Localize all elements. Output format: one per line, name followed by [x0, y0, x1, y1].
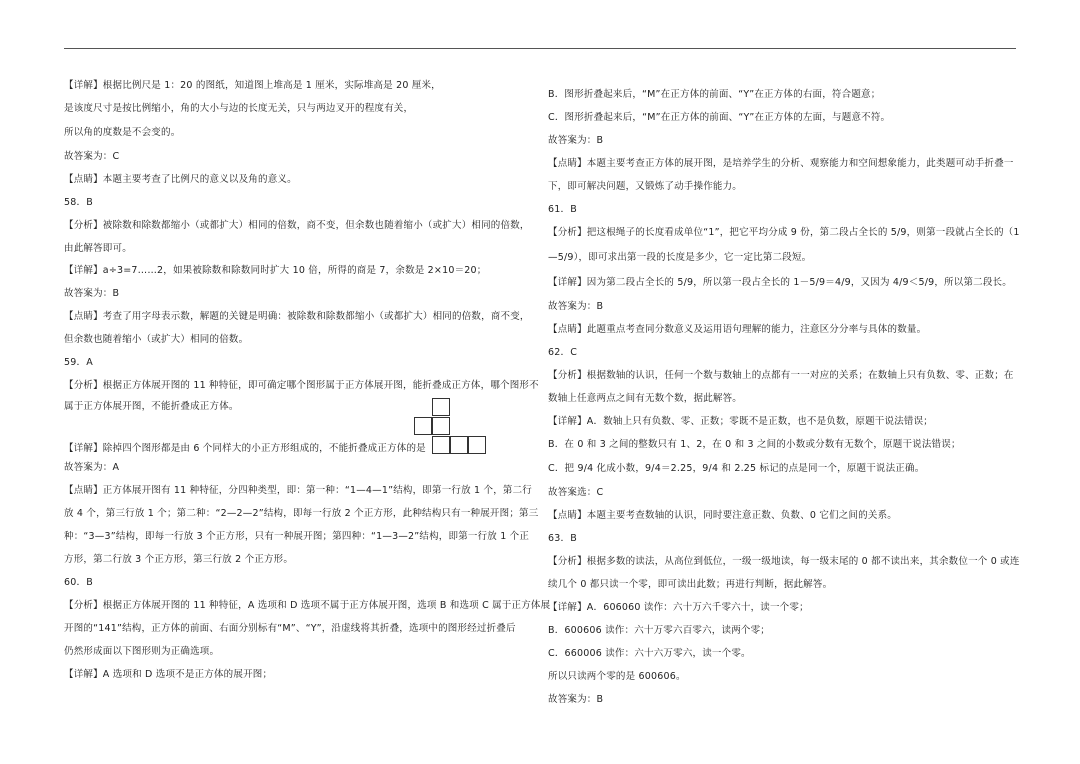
text-line: 放 4 个，第三行放 1 个；第二种：“2—2—2”结构，即每一行放 2 个正方形，此种结构只有一种展开图；第三 — [64, 508, 539, 519]
text-line: B．在 0 和 3 之间的整数只有 1、2，在 0 和 3 之间的小数或分数有无数个，原题干说法错误； — [548, 439, 961, 450]
text-line: 【点睛】本题主要考查了比例尺的意义以及角的意义。 — [64, 174, 297, 185]
text-line: 由此解答即可。 — [64, 243, 132, 254]
text-line: 【详解】a÷3=7……2，如果被除数和除数同时扩大 10 倍，所得的商是 7，余数是 2×10＝20； — [64, 265, 487, 276]
text-line: 所以只读两个零的是 600606。 — [548, 671, 686, 682]
text-line: 【分析】被除数和除数都缩小（或都扩大）相同的倍数，商不变，但余数也随着缩小（或扩大）相同的倍数， — [64, 220, 530, 231]
question-number: 63．B — [548, 533, 577, 544]
text-line: 【点睛】此题重点考查同分数意义及运用语句理解的能力，注意区分分率与具体的数量。 — [548, 324, 927, 335]
text-line: —5/9），即可求出第一段的长度是多少，它一定比第二段短。 — [548, 252, 812, 263]
text-line: 故答案为：A — [64, 462, 120, 473]
question-number: 61．B — [548, 204, 577, 215]
text-line: 【详解】除掉四个图形都是由 6 个同样大的小正方形组成的，不能折叠成正方体的是 — [64, 443, 426, 454]
text-line: 【详解】A 选项和 D 选项不是正方体的展开图； — [64, 669, 273, 680]
text-line: 故答案为：B — [548, 301, 604, 312]
text-line: 故答案为：B — [64, 288, 120, 299]
cube-net-figure — [414, 398, 494, 456]
text-line: 故答案选：C — [548, 487, 604, 498]
text-line: C．图形折叠起来后，“M”在正方体的前面、“Y”在正方体的左面，与题意不符。 — [548, 112, 891, 123]
text-line: 【分析】根据正方体展开图的 11 种特征，即可确定哪个图形属于正方体展开图，能折叠成正方体，哪个图形不 — [64, 380, 539, 391]
text-line: 方形，第二行放 3 个正方形，第三行放 2 个正方形。 — [64, 554, 294, 565]
text-line: 是该度尺寸是按比例缩小，角的大小与边的长度无关，只与两边叉开的程度有关， — [64, 103, 414, 114]
text-line: C．把 9/4 化成小数，9/4＝2.25，9/4 和 2.25 标记的点是同一个，原题干说法正确。 — [548, 463, 925, 474]
text-line: 【点睛】本题主要考查数轴的认识，同时要注意正数、负数、0 它们之间的关系。 — [548, 510, 897, 521]
text-line: 【点睛】正方体展开图有 11 种特征，分四种类型，即：第一种：“1—4—1”结构，即第一行放 1 个，第二行 — [64, 485, 532, 496]
text-line: 【分析】根据正方体展开图的 11 种特征，A 选项和 D 选项不属于正方体展开图，选项 B 和选项 C 属于正方体展 — [64, 600, 551, 611]
text-line: B．图形折叠起来后，“M”在正方体的前面、“Y”在正方体的右面，符合题意； — [548, 89, 881, 100]
header-rule — [64, 48, 1016, 49]
text-line: 【分析】根据多数的读法，从高位到低位，一级一级地读，每一级末尾的 0 都不读出来，其余数位一个 0 或连 — [548, 556, 1020, 567]
text-line: 【点睛】考查了用字母表示数，解题的关键是明确：被除数和除数都缩小（或都扩大）相同的倍数，商不变， — [64, 311, 530, 322]
text-line: 故答案为：B — [548, 135, 604, 146]
question-number: 62．C — [548, 347, 578, 358]
text-line: 下，即可解决问题，又锻炼了动手操作能力。 — [548, 181, 743, 192]
text-line: C．660006 读作：六十六万零六，读一个零。 — [548, 648, 751, 659]
text-line: 【详解】A．606060 读作：六十万六千零六十，读一个零； — [548, 602, 809, 613]
text-line: 续几个 0 都只读一个零，即可读出此数；再进行判断，据此解答。 — [548, 579, 833, 590]
text-line: 【分析】根据数轴的认识，任何一个数与数轴上的点都有一一对应的关系；在数轴上只有负数、零、正数；在 — [548, 370, 1014, 381]
text-line: B．600606 读作：六十万零六百零六，读两个零； — [548, 625, 771, 636]
text-line: 故答案为：B — [548, 694, 604, 705]
text-line: 所以角的度数是不会变的。 — [64, 127, 181, 138]
text-line: 【详解】因为第二段占全长的 5/9，所以第一段占全长的 1－5/9＝4/9，又因为 4/9＜5/9，所以第二段长。 — [548, 277, 1012, 288]
text-line: 开图的“141”结构，正方体的前面、右面分别标有“M”、“Y”，沿虚线将其折叠，选项中的图形经过折叠后 — [64, 623, 516, 634]
text-line: 数轴上任意两点之间有无数个数，据此解答。 — [548, 393, 743, 404]
question-number: 60．B — [64, 577, 93, 588]
text-line: 【详解】A．数轴上只有负数、零、正数；零既不是正数，也不是负数，原题干说法错误； — [548, 416, 933, 427]
question-number: 58．B — [64, 197, 93, 208]
text-line: 但余数也随着缩小（或扩大）相同的倍数。 — [64, 334, 249, 345]
text-line: 【点睛】本题主要考查正方体的展开图，是培养学生的分析、观察能力和空间想象能力，此类题可动手折叠一 — [548, 158, 1014, 169]
text-line: 【分析】把这根绳子的长度看成单位“1”，把它平均分成 9 份，第二段占全长的 5/9，则第一段就占全长的（1 — [548, 227, 1020, 238]
text-line: 【详解】根据比例尺是 1：20 的图纸，知道图上堆高是 1 厘米，实际堆高是 20 厘米， — [64, 80, 441, 91]
text-line: 种：“3—3”结构，即每一行放 3 个正方形，只有一种展开图；第四种：“1—3—2”结构，即第一行放 1 个正 — [64, 531, 530, 542]
text-line: 故答案为：C — [64, 151, 120, 162]
text-line: 属于正方体展开图，不能折叠成正方体。 — [64, 401, 239, 412]
text-line: 仍然形成面以下图形则为正确选项。 — [64, 646, 220, 657]
question-number: 59．A — [64, 357, 93, 368]
